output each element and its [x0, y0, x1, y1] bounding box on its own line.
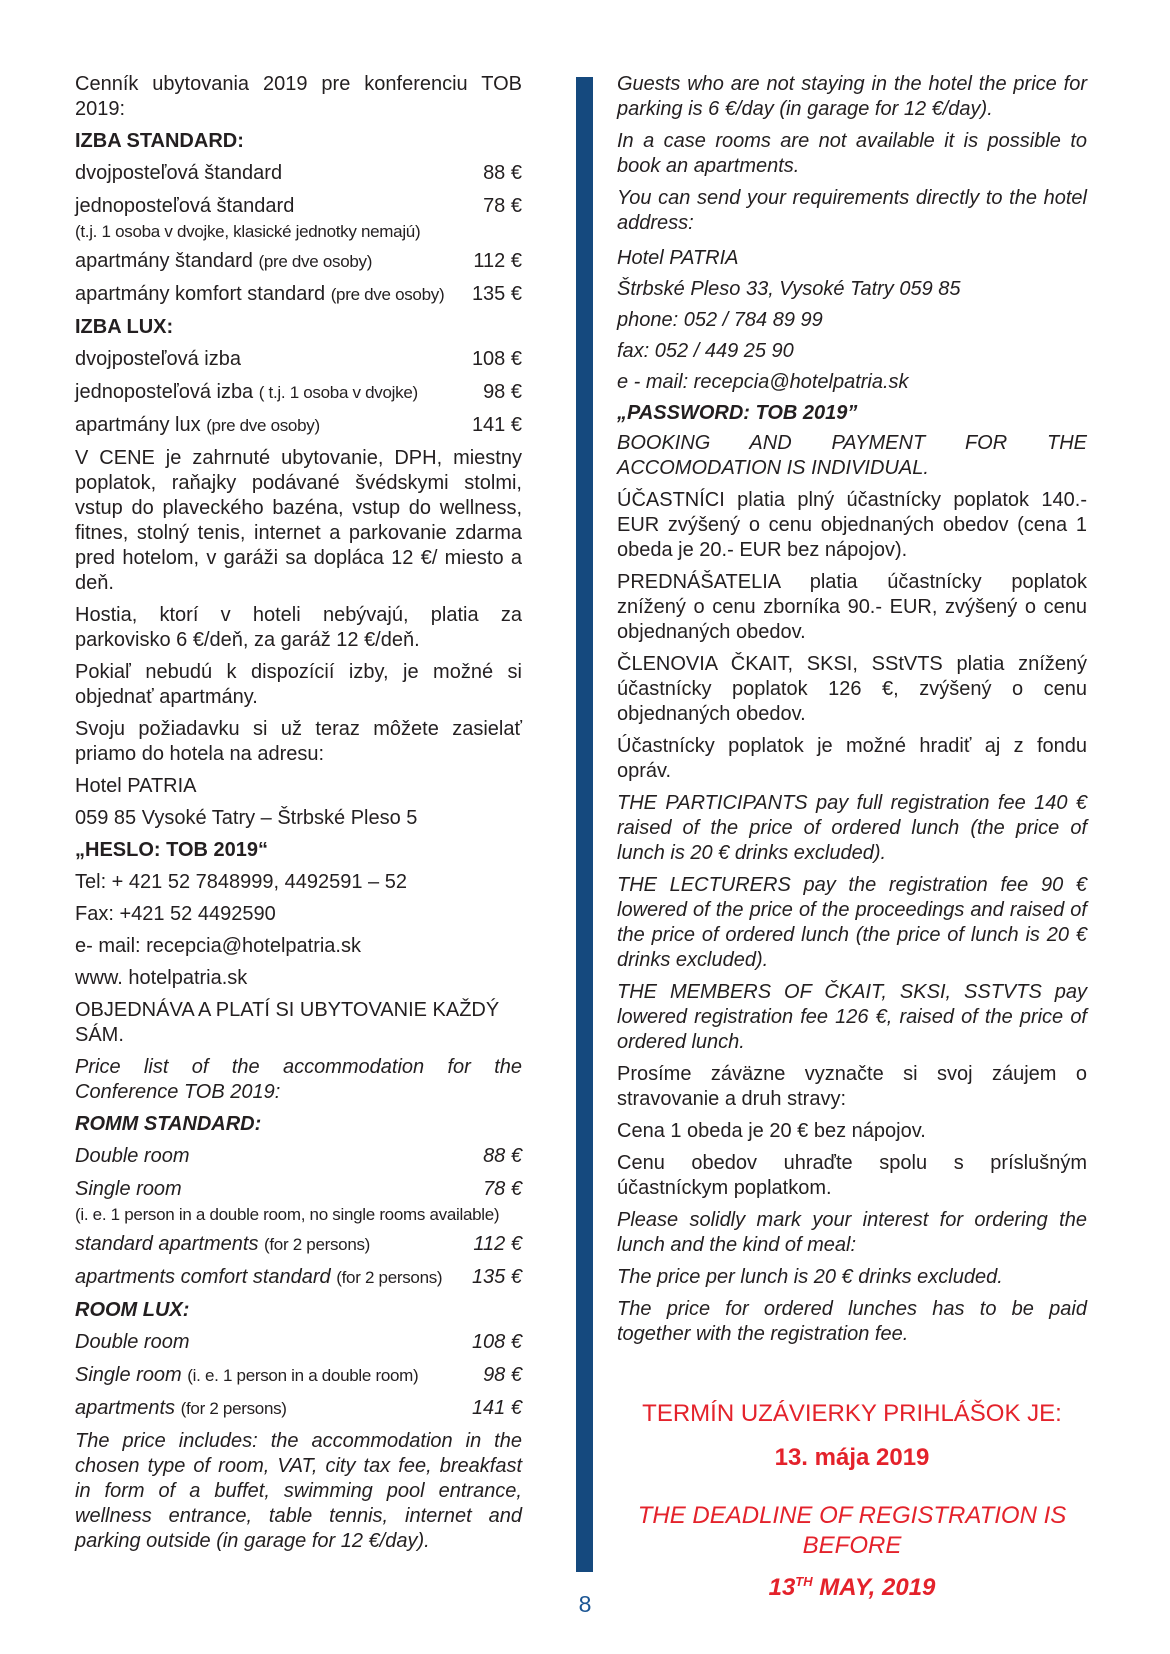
price-row-apartmany-lux: [75, 413, 522, 438]
price-row-apartments-lux: [75, 1396, 522, 1421]
paragraph-prednasatelia: PREDNÁŠATELIA platia účastnícky poplatok znížený o cenu zborníka 90.- EUR, zvýšený o cenu objednaných obedov.: [617, 571, 1087, 643]
deadline-heading-en: THE DEADLINE OF REGISTRATION IS BEFORE: [637, 1502, 1067, 1559]
paragraph-parking-sk: Hostia, ktorí v hoteli nebývajú, platia za parkovisko 6 €/deň, za garáž 12 €/deň.: [75, 604, 522, 651]
price-row-dvojpostelova-standard: [75, 161, 522, 186]
paragraph-please-mark: Please solidly mark your interest for ordering the lunch and the kind of meal:: [617, 1209, 1087, 1256]
intro-paragraph: Cenník ubytovania 2019 pre konferenciu TOB 2019:: [75, 73, 522, 120]
password-sk: „HESLO: TOB 2019“: [75, 839, 269, 861]
deadline-block: [617, 1399, 1087, 1603]
room-price: 108 €: [471, 348, 522, 370]
room-label: jednoposteľová izba ( t.j. 1 osoba v dvojke): [75, 381, 418, 403]
room-price: 88 €: [483, 1145, 522, 1167]
room-price: 135 €: [471, 283, 522, 305]
price-row-jednopostelova-standard: [75, 194, 522, 219]
room-price: 108 €: [471, 1331, 522, 1353]
room-label: apartmány štandard (pre dve osoby): [75, 250, 373, 272]
room-label: standard apartments (for 2 persons): [75, 1233, 371, 1255]
paragraph-booking-individual: BOOKING AND PAYMENT FOR THE ACCOMODATION IS INDIVIDUAL.: [617, 432, 1087, 479]
room-label: dvojposteľová štandard: [75, 162, 283, 184]
deadline-heading-sk: TERMÍN UZÁVIERKY PRIHLÁŠOK JE:: [642, 1400, 1062, 1427]
room-price: 98 €: [483, 1364, 522, 1386]
paragraph-participants: THE PARTICIPANTS pay full registration fee 140 € raised of the price of ordered lunch (the price of lunch is 20 € drinks excluded).: [617, 792, 1087, 864]
room-note-inline: (i. e. 1 person in a double room): [187, 1366, 419, 1385]
room-price: 112 €: [473, 1233, 522, 1255]
room-note-inline: (for 2 persons): [180, 1399, 287, 1418]
price-row-apartmany-komfort: [75, 282, 522, 307]
heading-room-lux-en: ROOM LUX:: [75, 1299, 190, 1321]
paragraph-apartments-sk: Pokiaľ nebudú k dispozícií izby, je možné si objednať apartmány.: [75, 661, 522, 708]
room-note-inline: (pre dve osoby): [330, 285, 445, 304]
paragraph-ucastnici: ÚČASTNÍCI platia plný účastnícky poplatok 140.- EUR zvýšený o cenu objednaných obedov (cena 1 obeda je 20.- EUR bez nápojov).: [617, 489, 1087, 561]
booking-self-note: OBJEDNÁVA A PLATÍ SI UBYTOVANIE KAŽDÝ SÁM.: [75, 999, 500, 1046]
room-label: dvojposteľová izba: [75, 348, 241, 370]
price-row-apartmany-standard: [75, 249, 522, 274]
price-row-jednopostelova-izba: [75, 380, 522, 405]
deadline-rest: MAY, 2019: [812, 1574, 936, 1601]
room-price: 78 €: [483, 195, 522, 217]
hotel-email: e- mail: recepcia@hotelpatria.sk: [75, 935, 361, 957]
price-row-standard-apartments: [75, 1232, 522, 1257]
room-label: apartmány komfort standard (pre dve osoby): [75, 283, 445, 305]
heading-izba-standard: IZBA STANDARD:: [75, 130, 244, 152]
room-price: 88 €: [483, 162, 522, 184]
room-label: apartments (for 2 persons): [75, 1397, 287, 1419]
room-label: Double room: [75, 1145, 190, 1167]
room-price: 98 €: [483, 381, 522, 403]
room-label: Single room (i. e. 1 person in a double room): [75, 1364, 419, 1386]
room-note: (i. e. 1 person in a double room, no single rooms available): [75, 1205, 500, 1224]
paragraph-rooms-unavailable: In a case rooms are not available it is possible to book an apartments.: [617, 130, 1087, 177]
paragraph-cenu-obedov: Cenu obedov uhraďte spolu s príslušným účastníckym poplatkom.: [617, 1152, 1087, 1199]
paragraph-price-includes-en: The price includes: the accommodation in the chosen type of room, VAT, city tax fee, breakfast in form of a buffet, swimming pool entrance, wellness entrance, table tennis, internet and parking outside (in garage for 12 €/day).: [75, 1430, 522, 1552]
room-note-inline: (for 2 persons): [336, 1268, 443, 1287]
hotel-phone-en: phone: 052 / 784 89 99: [617, 309, 823, 331]
price-row-dvojpostelova-izba: [75, 347, 522, 372]
price-row-double-room-std: [75, 1144, 522, 1169]
password-en: „PASSWORD: TOB 2019”: [617, 402, 858, 424]
deadline-day: 13: [768, 1574, 796, 1601]
paragraph-lecturers: THE LECTURERS pay the registration fee 90 € lowered of the price of the proceedings and raised of the price of ordered lunch (the price of lunch is 20 € drinks excluded).: [617, 874, 1087, 971]
room-note-inline: (for 2 persons): [264, 1235, 371, 1254]
hotel-fax: Fax: +421 52 4492590: [75, 903, 276, 925]
room-note-inline: ( t.j. 1 osoba v dvojke): [258, 383, 418, 402]
room-note: (t.j. 1 osoba v dvojke, klasické jednotky nemajú): [75, 222, 421, 241]
price-list-intro-en: Price list of the accommodation for the Conference TOB 2019:: [75, 1056, 522, 1103]
paragraph-send-requirements: You can send your requirements directly to the hotel address:: [617, 187, 1087, 234]
page-number: 8: [578, 1591, 592, 1617]
paragraph-guests-parking: Guests who are not staying in the hotel the price for parking is 6 €/day (in garage for 12 €/day).: [617, 73, 1087, 120]
price-row-apartments-comfort: [75, 1265, 522, 1290]
hotel-website: www. hotelpatria.sk: [75, 967, 248, 989]
room-price: 135 €: [471, 1266, 522, 1288]
deadline-ordinal: TH: [795, 1574, 813, 1589]
paragraph-request-sk: Svoju požiadavku si už teraz môžete zasielať priamo do hotela na adresu:: [75, 718, 522, 765]
room-note-inline: (pre dve osoby): [206, 416, 320, 435]
paragraph-price-includes-sk: V CENE je zahrnuté ubytovanie, DPH, miestny poplatok, raňajky podávané švédskymi stolmi, vstup do plaveckého bazéna, vstup do wellness, fitnes, stolný tenis, internet a parkovanie zdarma pred hotelom, v garáži sa dopláca 12 €/ miesto a deň.: [75, 447, 522, 594]
room-note-inline: (pre dve osoby): [258, 252, 373, 271]
price-row-double-room-lux: [75, 1330, 522, 1355]
room-label: Double room: [75, 1331, 190, 1353]
hotel-email-en: e - mail: recepcia@hotelpatria.sk: [617, 371, 909, 393]
column-divider-bar: [576, 77, 593, 1572]
deadline-date-sk: 13. mája 2019: [774, 1444, 930, 1471]
hotel-street-en: Štrbské Pleso 33, Vysoké Tatry 059 85: [617, 278, 961, 300]
price-row-single-room-lux: [75, 1363, 522, 1388]
paragraph-cena-obeda: Cena 1 obeda je 20 € bez nápojov.: [617, 1120, 926, 1142]
room-label: Single room: [75, 1178, 182, 1200]
paragraph-prosime: Prosíme záväzne vyznačte si svoj záujem o stravovanie a druh stravy:: [617, 1063, 1087, 1110]
hotel-tel: Tel: + 421 52 7848999, 4492591 – 52: [75, 871, 407, 893]
room-price: 141 €: [471, 1397, 522, 1419]
hotel-fax-en: fax: 052 / 449 25 90: [617, 340, 794, 362]
room-label: jednoposteľová štandard: [75, 195, 295, 217]
heading-izba-lux: IZBA LUX:: [75, 316, 174, 338]
paragraph-clenovia: ČLENOVIA ČKAIT, SKSI, SStVTS platia znížený účastnícky poplatok 126 €, zvýšený o cenu objednaných obedov.: [617, 653, 1087, 725]
paragraph-lunch-price: The price per lunch is 20 € drinks excluded.: [617, 1266, 1003, 1288]
hotel-name: Hotel PATRIA: [75, 775, 197, 797]
right-column: [617, 72, 1087, 1610]
price-row-single-room-std: [75, 1177, 522, 1202]
room-label: apartments comfort standard (for 2 persons): [75, 1266, 443, 1288]
paragraph-members: THE MEMBERS OF ČKAIT, SKSI, SSTVTS pay lowered registration fee 126 €, raised of the price of ordered lunch.: [617, 981, 1087, 1053]
room-price: 78 €: [483, 1178, 522, 1200]
left-column: [75, 72, 522, 1561]
heading-room-standard-en: ROMM STANDARD:: [75, 1113, 262, 1135]
hotel-address: 059 85 Vysoké Tatry – Štrbské Pleso 5: [75, 807, 418, 829]
hotel-name-en: Hotel PATRIA: [617, 247, 739, 269]
room-price: 112 €: [473, 250, 522, 272]
room-price: 141 €: [471, 414, 522, 436]
room-label: apartmány lux (pre dve osoby): [75, 414, 320, 436]
paragraph-fond-oprav: Účastnícky poplatok je možné hradiť aj z fondu opráv.: [617, 735, 1087, 782]
paragraph-lunch-paid: The price for ordered lunches has to be paid together with the registration fee.: [617, 1298, 1087, 1345]
